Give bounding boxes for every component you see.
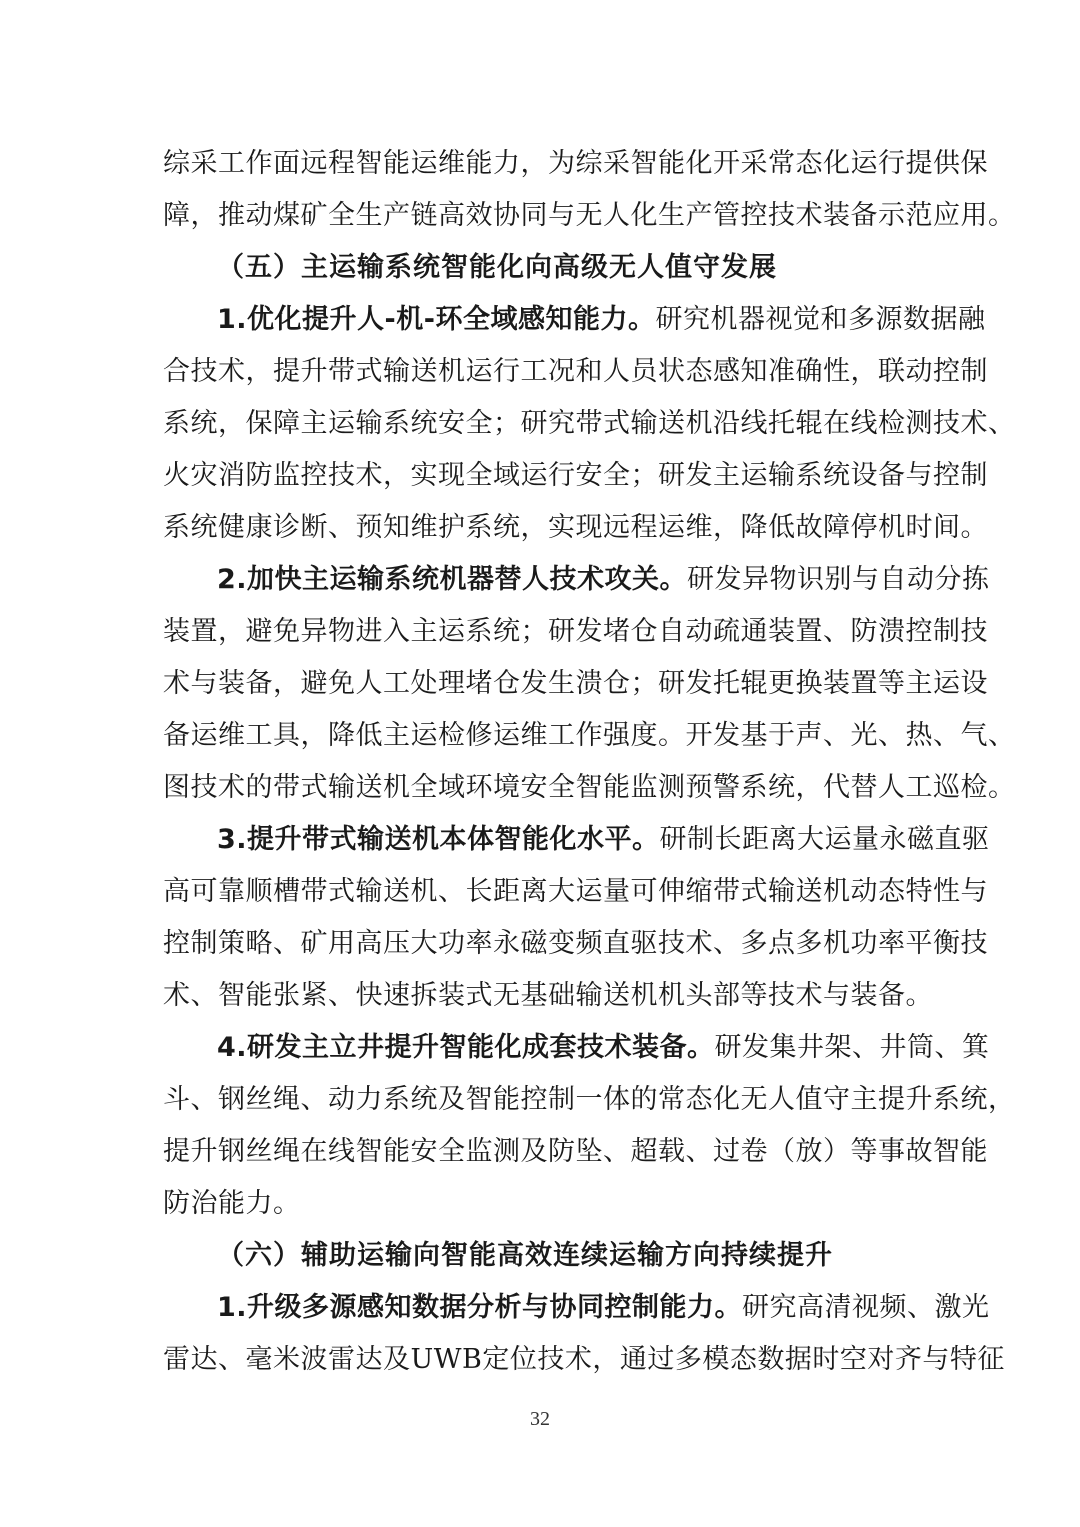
text-line: 高可靠顺槽带式输送机、长距离大运量可伸缩带式输送机动态特性与 [163,876,988,907]
paragraph-text: 研究机器视觉和多源数据融 [655,304,986,335]
body-text [163,138,1016,1386]
text-line: 控制策略、矿用高压大功率永磁变频直驱技术、多点多机功率平衡技 [163,928,988,959]
text-line: 障，推动煤矿全生产链高效协同与无人化生产管控技术装备示范应用。 [163,200,1016,231]
text-line: 系统健康诊断、预知维护系统，实现远程运维，降低故障停机时间。 [163,512,988,543]
text-line: 火灾消防监控技术，实现全域运行安全；研发主运输系统设备与控制 [163,460,988,491]
paragraph-first-line [163,814,990,866]
text-line: 系统，保障主运输系统安全；研究带式输送机沿线托辊在线检测技术、 [163,408,1016,439]
text-line: 综采工作面远程智能运维能力，为综采智能化开采常态化运行提供保 [163,148,988,179]
paragraph-first-line [163,1282,990,1334]
text-line: 防治能力。 [163,1188,301,1219]
paragraph-lead: 2.加快主运输系统机器替人技术攻关。 [217,564,688,595]
section-heading-6: （六）辅助运输向智能高效连续运输方向持续提升 [217,1240,833,1271]
page-number: 32 [530,1408,550,1430]
paragraph-lead: 4.研发主立井提升智能化成套技术装备。 [217,1032,715,1063]
paragraph-text: 研究高清视频、激光 [742,1292,990,1323]
text-line: 装置，避免异物进入主运系统；研发堵仓自动疏通装置、防溃控制技 [163,616,988,647]
paragraph-first-line [163,294,986,346]
text-line: 合技术，提升带式输送机运行工况和人员状态感知准确性，联动控制 [163,356,988,387]
paragraph-first-line [163,554,990,606]
text-line: 雷达、毫米波雷达及UWB定位技术，通过多模态数据时空对齐与特征 [163,1344,1005,1375]
section-heading-5: （五）主运输系统智能化向高级无人值守发展 [217,252,777,283]
paragraph-lead: 3.提升带式输送机本体智能化水平。 [217,824,660,855]
paragraph-text: 研发异物识别与自动分拣 [687,564,990,595]
paragraph-text: 研制长距离大运量永磁直驱 [659,824,990,855]
paragraph-lead: 1.优化提升人-机-环全域感知能力。 [217,304,656,335]
paragraph-lead: 1.升级多源感知数据分析与协同控制能力。 [217,1292,743,1323]
paragraph-first-line [163,1022,990,1074]
text-line: 术与装备，避免人工处理堵仓发生溃仓；研发托辊更换装置等主运设 [163,668,988,699]
text-line: 备运维工具，降低主运检修运维工作强度。开发基于声、光、热、气、 [163,720,1016,751]
text-line: 提升钢丝绳在线智能安全监测及防坠、超载、过卷（放）等事故智能 [163,1136,988,1167]
paragraph-text: 研发集井架、井筒、箕 [714,1032,990,1063]
text-line: 术、智能张紧、快速拆装式无基础输送机机头部等技术与装备。 [163,980,933,1011]
text-line: 斗、钢丝绳、动力系统及智能控制一体的常态化无人值守主提升系统， [163,1084,1016,1115]
text-line: 图技术的带式输送机全域环境安全智能监测预警系统，代替人工巡检。 [163,772,1016,803]
